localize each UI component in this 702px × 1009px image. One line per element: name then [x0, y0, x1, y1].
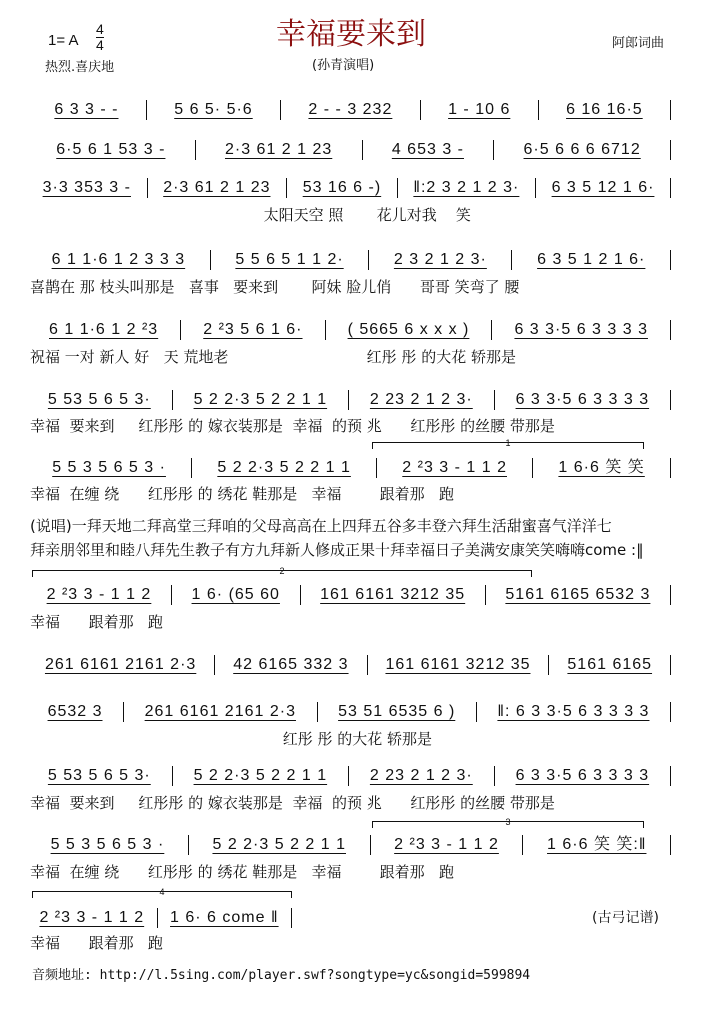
tempo-mood: 热烈.喜庆地 [45, 60, 115, 75]
volta-bracket-1: 1 [372, 442, 644, 449]
talk-line-1: (说唱)一拜天地二拜高堂三拜咱的父母高高在上四拜五谷多丰登六拜生活甜蜜喜气洋洋七 [30, 517, 612, 535]
bar-line [670, 585, 671, 605]
measure: 2 3 2 1 2 3· [393, 251, 487, 268]
notation-row [30, 176, 674, 200]
bar-line [171, 585, 172, 605]
notation-row [30, 653, 674, 677]
lyric-line: 幸福 跟着那 跑 [30, 613, 163, 631]
bar-line [291, 908, 292, 928]
measure: 6·5 6 1 53 3 - [56, 141, 166, 158]
measure: 1 6· (65 60 [191, 586, 280, 603]
bar-line [670, 655, 671, 675]
measure: ‖:2 3 2 1 2 3· [413, 179, 520, 196]
measure: 2·3 61 2 1 23 [163, 179, 271, 196]
bar-line [325, 320, 326, 340]
measure: 5 2 2·3 5 2 2 1 1 [193, 391, 328, 408]
measure: 5161 6165 [567, 656, 653, 673]
bar-line [491, 320, 492, 340]
measure: 2 - - 3 232 [308, 101, 393, 118]
measure: 53 16 6 -) [302, 179, 382, 196]
lyric-line: 幸福 要来到 红彤彤 的 嫁衣装那是 幸福 的预 兆 红彤彤 的丝腰 带那是 [30, 794, 555, 812]
measure: 1 6·6 笑 笑 [558, 459, 645, 476]
bar-line [172, 390, 173, 410]
measure: 53 51 6535 6 ) [338, 703, 456, 720]
notation-row [30, 764, 674, 788]
notation-row [30, 456, 674, 480]
measure: 161 6161 3212 35 [320, 586, 466, 603]
measure: 6 3 3·5 6 3 3 3 3 [515, 767, 650, 784]
audio-url: 音频地址: http://l.5sing.com/player.swf?songtype=yc&songid=599894 [32, 968, 531, 983]
bar-line [670, 766, 671, 786]
bar-line [397, 178, 398, 198]
lyric-line: 太阳天空 照 花儿对我 笑 [30, 206, 471, 224]
bar-line [376, 458, 377, 478]
measure: 261 6161 2161 2·3 [44, 656, 197, 673]
measure: 5 5 6 5 1 1 2· [235, 251, 344, 268]
bar-line [538, 100, 539, 120]
notation-row [30, 318, 674, 342]
measure: 5161 6165 6532 3 [505, 586, 651, 603]
bar-line [670, 702, 671, 722]
measure: 2·3 61 2 1 23 [224, 141, 333, 158]
notation-row [30, 248, 674, 272]
notation-row [30, 700, 674, 724]
lyric-line: 幸福 在缠 绕 红彤彤 的 绣花 鞋那是 幸福 跟着那 跑 [30, 485, 454, 503]
notation-row [30, 583, 674, 607]
notation-row [30, 138, 674, 162]
talk-line-2: 拜亲朋邻里和睦八拜先生教子有方九拜新人修成正果十拜幸福日子美满安康笑笑嗨嗨come :‖ [30, 541, 644, 559]
bar-line [191, 458, 192, 478]
measure: 6 3 3·5 6 3 3 3 3 [515, 391, 650, 408]
bar-line [195, 140, 196, 160]
measure: 6 1 1·6 1 2 3 3 3 [51, 251, 186, 268]
notation-row [30, 906, 295, 930]
bar-line [214, 655, 215, 675]
transcriber-credit: (古弓记谱) [592, 910, 659, 926]
measure: 6·5 6 6 6 6712 [523, 141, 641, 158]
measure: 2 ²3 3 - 1 1 2 [46, 586, 152, 603]
time-signature-top: 4 [96, 21, 104, 37]
measure: 2 ²3 3 - 1 1 2 [394, 836, 499, 853]
bar-line [670, 835, 671, 855]
bar-line [476, 702, 477, 722]
measure: 6 3 3·5 6 3 3 3 3 [514, 321, 648, 338]
bar-line [348, 390, 349, 410]
key-signature: 1= A [48, 32, 79, 49]
measure: 261 6161 2161 2·3 [144, 703, 296, 720]
bar-line [362, 140, 363, 160]
notation-row [30, 388, 674, 412]
measure: 1 - 10 6 [448, 101, 511, 118]
measure: 2 ²3 3 - 1 1 2 [39, 909, 145, 926]
measure: 2 ²3 3 - 1 1 2 [402, 459, 507, 476]
song-title: 幸福要来到 [276, 17, 426, 52]
bar-line [300, 585, 301, 605]
lyric-line: 幸福 要来到 红彤彤 的 嫁衣装那是 幸福 的预 兆 红彤彤 的丝腰 带那是 [30, 417, 555, 435]
bar-line [522, 835, 523, 855]
lyric-line: 幸福 跟着那 跑 [30, 934, 163, 952]
author: 阿郎词曲 [612, 36, 665, 51]
measure: 6 3 5 12 1 6· [551, 179, 655, 196]
bar-line [180, 320, 181, 340]
measure: 5 6 5· 5·6 [174, 101, 253, 118]
measure: 5 5 3 5 6 5 3 · [50, 836, 165, 853]
lyric-line: 喜鹊在 那 枝头叫那是 喜事 要来到 阿妹 脸儿俏 哥哥 笑弯了 腰 [30, 278, 520, 296]
bar-line [670, 140, 671, 160]
measure: 1 6· 6 come ‖ [170, 909, 279, 926]
measure: 161 6161 3212 35 [385, 656, 531, 673]
lyric-line: 幸福 在缠 绕 红彤彤 的 绣花 鞋那是 幸福 跟着那 跑 [30, 863, 454, 881]
bar-line [511, 250, 512, 270]
bar-line [532, 458, 533, 478]
measure: 5 53 5 6 5 3· [47, 391, 151, 408]
bar-line [485, 585, 486, 605]
bar-line [420, 100, 421, 120]
volta-bracket-3: 3 [372, 821, 644, 828]
lyric-line: 红彤 彤 的大花 轿那是 [30, 730, 433, 748]
bar-line [494, 390, 495, 410]
bar-line [172, 766, 173, 786]
measure: 1 6·6 笑 笑:‖ [547, 836, 647, 853]
bar-line [494, 766, 495, 786]
bar-line [670, 250, 671, 270]
volta-bracket-2: 2 [32, 570, 532, 577]
singer: (孙青演唱) [312, 58, 375, 73]
measure: 2 ²3 5 6 1 6· [203, 321, 303, 338]
time-signature-bottom: 4 [96, 37, 104, 53]
measure: 6 16 16·5 [566, 101, 643, 118]
time-signature [96, 22, 104, 53]
measure: 5 2 2·3 5 2 2 1 1 [217, 459, 351, 476]
notation-row [30, 833, 674, 857]
bar-line [348, 766, 349, 786]
measure: 2 23 2 1 2 3· [369, 767, 473, 784]
bar-line [670, 390, 671, 410]
measure: 5 2 2·3 5 2 2 1 1 [212, 836, 346, 853]
bar-line [368, 250, 369, 270]
bar-line [367, 655, 368, 675]
bar-line [535, 178, 536, 198]
measure: 5 53 5 6 5 3· [47, 767, 151, 784]
bar-line [370, 835, 371, 855]
notation-row [30, 98, 674, 122]
measure: 6 3 5 1 2 1 6· [537, 251, 646, 268]
bar-line [493, 140, 494, 160]
measure: ( 5665 6 x x x ) [347, 321, 470, 338]
measure: 4 653 3 - [391, 141, 464, 158]
bar-line [670, 178, 671, 198]
bar-line [157, 908, 158, 928]
measure: 5 2 2·3 5 2 2 1 1 [193, 767, 328, 784]
bar-line [670, 100, 671, 120]
bar-line [146, 100, 147, 120]
bar-line [123, 702, 124, 722]
bar-line [286, 178, 287, 198]
measure: 42 6165 332 3 [233, 656, 349, 673]
bar-line [670, 458, 671, 478]
bar-line [670, 320, 671, 340]
volta-bracket-4: 4 [32, 891, 292, 898]
measure: ‖: 6 3 3·5 6 3 3 3 3 [497, 703, 650, 720]
measure: 6 1 1·6 1 2 ²3 [49, 321, 159, 338]
measure: 6532 3 [47, 703, 103, 720]
measure: 6 3 3 - - [54, 101, 119, 118]
bar-line [188, 835, 189, 855]
bar-line [548, 655, 549, 675]
bar-line [210, 250, 211, 270]
measure: 5 5 3 5 6 5 3 · [52, 459, 166, 476]
measure: 2 23 2 1 2 3· [369, 391, 473, 408]
bar-line [147, 178, 148, 198]
bar-line [280, 100, 281, 120]
lyric-line: 祝福 一对 新人 好 天 荒地老 红彤 彤 的大花 轿那是 [30, 348, 516, 366]
measure: 3·3 353 3 - [42, 179, 131, 196]
bar-line [317, 702, 318, 722]
